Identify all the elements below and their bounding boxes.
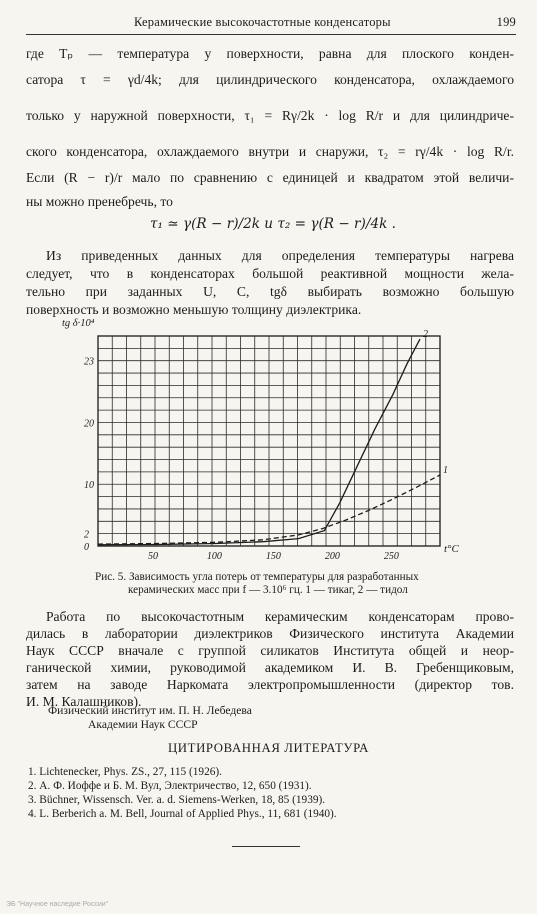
- text-line: ганической химии, руководимой академиком И. В. Гребенщиковым,: [26, 660, 514, 675]
- series-label: 1: [443, 464, 448, 476]
- running-header: [26, 14, 516, 35]
- reference-item: 3. Büchner, Wissensch. Ver. a. d. Siemens-Werken, 18, 85 (1939).: [28, 794, 326, 806]
- y-axis-label: tg δ·10⁴: [62, 318, 95, 329]
- affiliation-line: Академии Наук СССР: [88, 718, 198, 731]
- text-line: затем на заводе Наркомата электропромышленности (директор тов.: [26, 677, 514, 692]
- x-tick-label: 100: [206, 551, 222, 562]
- y-tick-label: 10: [84, 480, 94, 492]
- text-line: дилась в лаборатории диэлектриков Физического института Академии: [26, 626, 514, 641]
- header-title: Керамические высокочастотные конденсаторы: [134, 15, 391, 29]
- y-tick-label: 20: [84, 418, 94, 430]
- literature-heading: ЦИТИРОВАННАЯ ЛИТЕРАТУРА: [167, 741, 370, 755]
- text-line: Наук СССР вначале с группой силикатов Института общей и неор-: [26, 643, 514, 658]
- text-line: сатора τ = γd/4k; для цилиндрического конденсатора, охлаждаемого: [26, 72, 514, 87]
- x-axis-label: t°C: [444, 543, 459, 555]
- x-tick-label: 150: [265, 551, 281, 562]
- series-line-2: [98, 339, 420, 545]
- y-tick-label: 2: [84, 529, 89, 541]
- y-tick-label: 23: [84, 356, 94, 368]
- x-tick-label: 200: [324, 551, 340, 562]
- footer-watermark: ЭБ "Научное наследие России": [6, 901, 109, 908]
- figure-caption-line: Рис. 5. Зависимость угла потерь от температуры для разработанных: [95, 571, 419, 583]
- text-line: Из приведенных данных для определения температуры нагрева: [46, 248, 514, 263]
- text-line: поверхность и возможно меньшую толщину диэлектрика.: [26, 302, 362, 317]
- tan-delta-temperature-chart: [60, 310, 480, 568]
- reference-item: 1. Lichtenecker, Phys. ZS., 27, 115 (1926).: [28, 766, 222, 778]
- series-label: 2: [422, 329, 428, 341]
- reference-item: 2. А. Ф. Иоффе и Б. М. Вул, Электричество, 12, 650 (1931).: [28, 780, 312, 792]
- text-line: И. М. Калашников).: [26, 694, 142, 709]
- text-line: Работа по высокочастотным керамическим конденсаторам прово-: [46, 609, 514, 624]
- x-tick-label: 50: [147, 551, 158, 562]
- reference-item: 4. L. Berberich a. M. Bell, Journal of Applied Phys., 11, 681 (1940).: [28, 808, 337, 820]
- page-number: 199: [496, 15, 516, 29]
- x-tick-label: 250: [383, 551, 399, 562]
- affiliation-line: Физический институт им. П. Н. Лебедева: [48, 704, 252, 717]
- text-line: где Tₚ — температура у поверхности, равна для плоского конден-: [26, 46, 514, 61]
- text-line: только у наружной поверхности, τ₁ = Rγ/2k · log R/r и для цилиндриче-: [26, 108, 514, 123]
- text-line: ны можно пренебречь, то: [26, 194, 173, 209]
- text-line: ского конденсатора, охлаждаемого внутри и снаружи, τ₂ = rγ/4k · log R/r.: [26, 144, 514, 159]
- display-formula: τ₁ ≃ γ(R − r)/2k и τ₂ = γ(R − r)/4k .: [150, 216, 396, 232]
- figure-caption-line: керамических масс при f — 3.10⁶ гц. 1 — тикаг, 2 — тидол: [128, 584, 408, 596]
- text-line: тельно при заданных U, C, tgδ выбирать возможно большую: [26, 284, 514, 299]
- end-rule: [232, 846, 300, 847]
- y-tick-label: 0: [84, 542, 89, 553]
- text-line: следует, что в конденсаторах большой реактивной мощности жела-: [26, 266, 514, 281]
- text-line: Если (R − r)/r мало по сравнению с единицей и квадратом этой величи-: [26, 170, 514, 185]
